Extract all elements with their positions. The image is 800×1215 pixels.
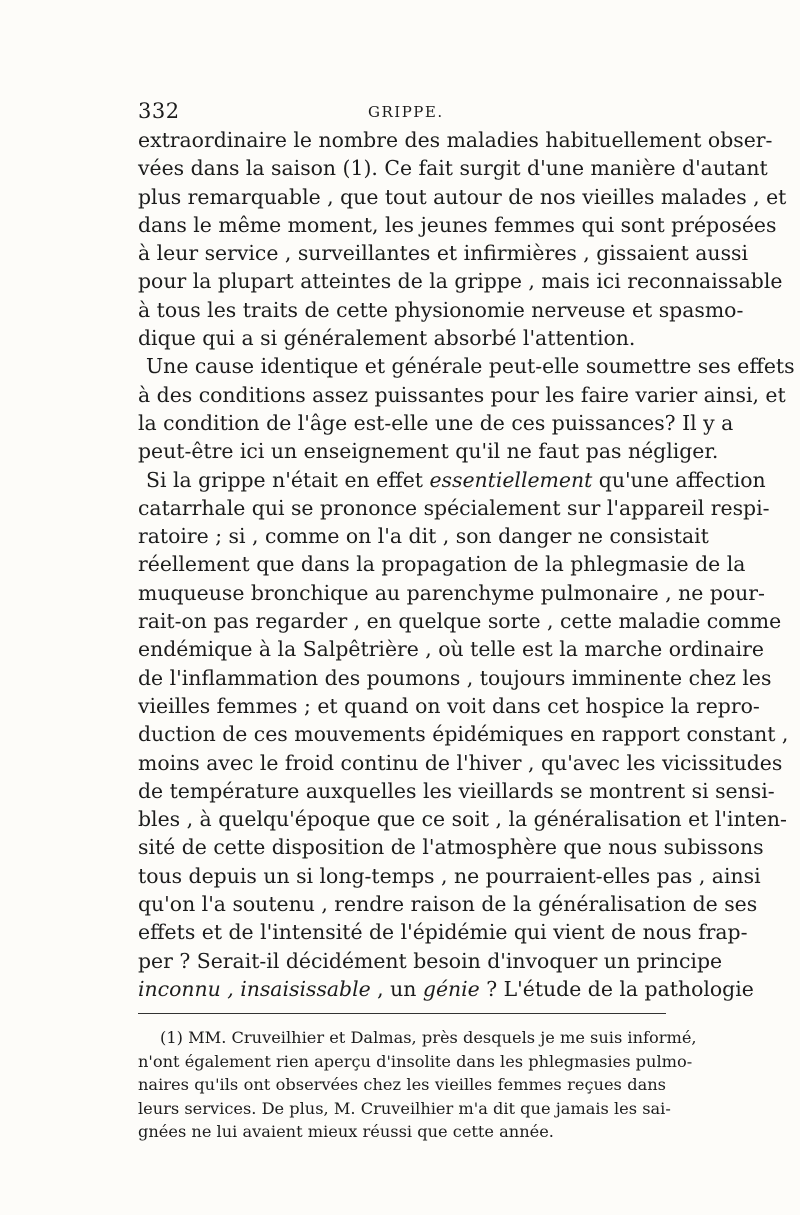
text-line: Une cause identique et générale peut-elle soumettre ses effets (146, 354, 795, 379)
footnote-line: naires qu'ils ont observées chez les vieilles femmes reçues dans (138, 1075, 666, 1095)
footnote (138, 1026, 697, 1144)
italic-text: génie (422, 976, 480, 1001)
footnote-line: (1) MM. Cruveilhier et Dalmas, près desquels je me suis informé, (160, 1028, 697, 1048)
paragraph-1 (138, 126, 787, 352)
text-line: effets et de l'intensité de l'épidémie qui vient de nous frap- (138, 920, 748, 945)
text-line: dans le même moment, les jeunes femmes qui sont préposées (138, 212, 777, 237)
document-page (138, 96, 795, 1144)
text-line: inconnu , insaisissable , un génie ? L'étude de la pathologie (138, 976, 754, 1001)
text-line: de température auxquelles les vieillards se montrent si sensi- (138, 778, 775, 803)
text-line: dique qui a si généralement absorbé l'attention. (138, 326, 636, 351)
paragraph-3 (138, 466, 789, 1004)
italic-text: essentiellement (429, 467, 593, 492)
italic-text: inconnu , insaisissable (138, 976, 371, 1001)
text-line: per ? Serait-il décidément besoin d'invoquer un principe (138, 948, 723, 973)
text-line: tous depuis un si long-temps , ne pourraient-elles pas , ainsi (138, 863, 761, 888)
text-line: à leur service , surveillantes et infirmières , gissaient aussi (138, 241, 749, 266)
footnote-line: n'ont également rien aperçu d'insolite dans les phlegmasies pulmo- (138, 1051, 693, 1071)
text-line: catarrhale qui se prononce spécialement sur l'appareil respi- (138, 495, 770, 520)
text-line: plus remarquable , que tout autour de nos vieilles malades , et (138, 184, 787, 209)
text-line: duction de ces mouvements épidémiques en rapport constant , (138, 722, 789, 747)
text-line: réellement que dans la propagation de la phlegmasie de la (138, 552, 746, 577)
text-line: qu'on l'a soutenu , rendre raison de la généralisation de ses (138, 892, 758, 917)
text-line: endémique à la Salpêtrière , où telle est la marche ordinaire (138, 637, 764, 662)
text-line: vées dans la saison (1). Ce fait surgit d'une manière d'autant (138, 156, 768, 181)
running-head: GRIPPE. (368, 103, 444, 121)
footnote-line: gnées ne lui avaient mieux réussi que cette année. (138, 1122, 554, 1142)
body-text (138, 126, 795, 1003)
text-line: sité de cette disposition de l'atmosphère que nous subissons (138, 835, 764, 860)
text-line: la condition de l'âge est-elle une de ces puissances? Il y a (138, 410, 734, 435)
text-line: Si la grippe n'était en effet essentiellement qu'une affection (146, 467, 766, 492)
footnote-line: leurs services. De plus, M. Cruveilhier m'a dit que jamais les sai- (138, 1098, 671, 1118)
text-line: muqueuse bronchique au parenchyme pulmonaire , ne pour- (138, 580, 765, 605)
text-line: pour la plupart atteintes de la grippe , mais ici reconnaissable (138, 269, 783, 294)
text-line: vieilles femmes ; et quand on voit dans cet hospice la repro- (138, 693, 760, 718)
text-line: à des conditions assez puissantes pour les faire varier ainsi, et (138, 382, 786, 407)
page-number: 332 (138, 99, 180, 123)
text-line: de l'inflammation des poumons , toujours imminente chez les (138, 665, 772, 690)
text-line: rait-on pas regarder , en quelque sorte , cette maladie comme (138, 609, 782, 634)
text-line: peut-être ici un enseignement qu'il ne faut pas négliger. (138, 439, 719, 464)
text-line: extraordinaire le nombre des maladies habituellement obser- (138, 128, 773, 152)
page-header (138, 96, 666, 126)
text-line: bles , à quelqu'époque que ce soit , la généralisation et l'inten- (138, 807, 787, 832)
text-line: moins avec le froid continu de l'hiver , qu'avec les vicissitudes (138, 750, 783, 775)
paragraph-2 (138, 352, 795, 465)
text-line: ratoire ; si , comme on l'a dit , son danger ne consistait (138, 524, 709, 549)
text-line: à tous les traits de cette physionomie nerveuse et spasmo- (138, 297, 744, 322)
footnote-divider (138, 1013, 666, 1014)
